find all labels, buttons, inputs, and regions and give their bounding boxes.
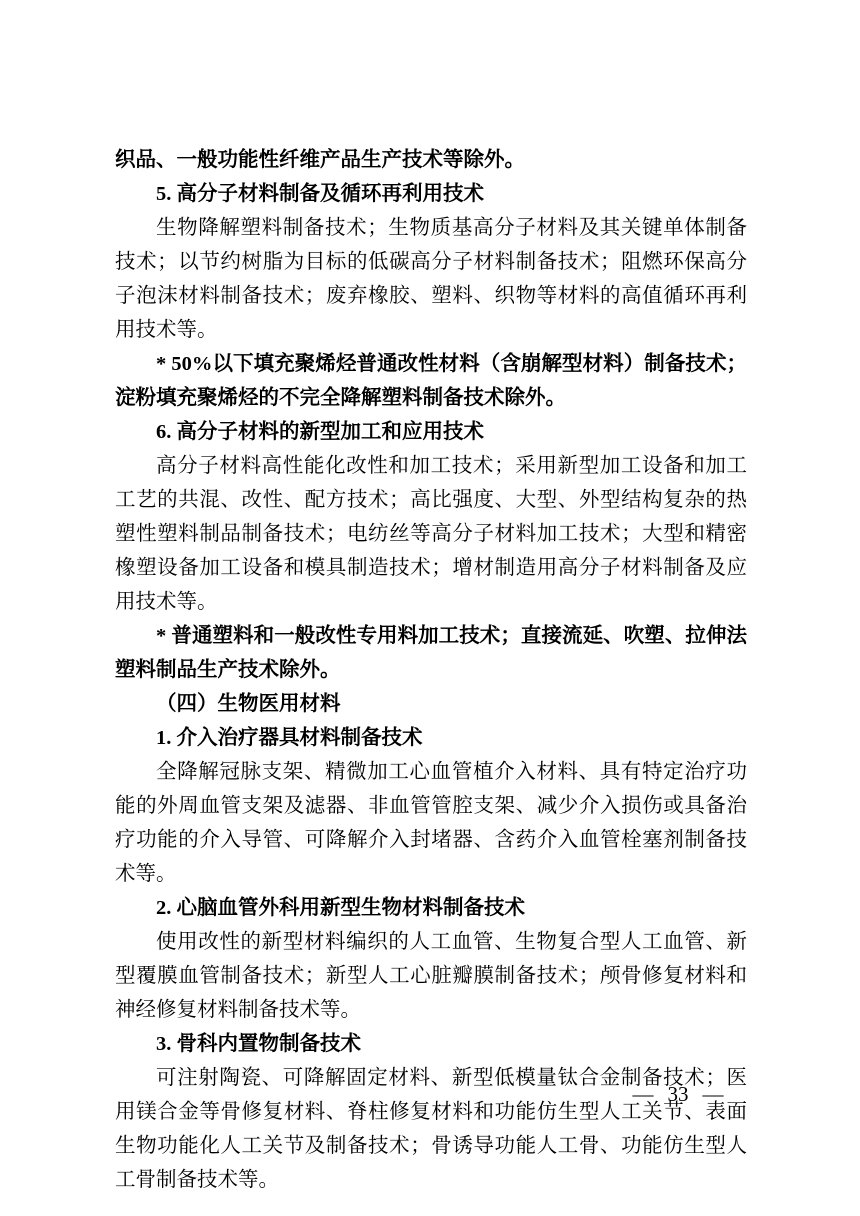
paragraph-polymer-processing: 高分子材料高性能化改性和加工技术；采用新型加工设备和加工工艺的共混、改性、配方技术；高比强度、大型、外型结构复杂的热塑性塑料制品制备技术；电纺丝等高分子材料加工技术；大型和精密橡塑设备加工设备和模具制造技术；增材制造用高分子材料制备及应用技术等。 xyxy=(115,455,747,613)
section-heading-ortho-3: 3. 骨科内置物制备技术 xyxy=(156,1033,361,1055)
paragraph-cardio-materials: 使用改性的新型材料编织的人工血管、生物复合型人工血管、新型覆膜血管制备技术；新型人工心脏瓣膜制备技术；颅骨修复材料和神经修复材料制备技术等。 xyxy=(115,931,747,1021)
section-heading-5: 5. 高分子材料制备及循环再利用技术 xyxy=(156,183,484,205)
paragraph-interventional-devices: 全降解冠脉支架、精微加工心血管植介入材料、具有特定治疗功能的外周血管支架及滤器、非血管管腔支架、减少介入损伤或具备治疗功能的介入导管、可降解介入封堵器、含药介入血管栓塞剂制备技术等。 xyxy=(115,761,747,885)
document-body xyxy=(115,143,747,1197)
paragraph-ortho-implants: 可注射陶瓷、可降解固定材料、新型低模量钛合金制备技术；医用镁合金等骨修复材料、脊柱修复材料和功能仿生型人工关节、表面生物功能化人工关节及制备技术；骨诱导功能人工骨、功能仿生型人工骨制备技术等。 xyxy=(115,1067,747,1191)
section-heading-6: 6. 高分子材料的新型加工和应用技术 xyxy=(156,421,484,443)
page-number-dash-right: — xyxy=(702,1082,724,1106)
page-footer xyxy=(0,1080,860,1108)
paragraph-polymer-preparation: 生物降解塑料制备技术；生物质基高分子材料及其关键单体制备技术；以节约树脂为目标的低碳高分子材料制备技术；阻燃环保高分子泡沫材料制备技术；废弃橡胶、塑料、织物等材料的高值循环再利用技术等。 xyxy=(115,217,747,341)
page-number-value: 33 xyxy=(667,1082,689,1106)
paragraph-exception-polyolefin: * 50%以下填充聚烯烃普通改性材料（含崩解型材料）制备技术；淀粉填充聚烯烃的不完全降解塑料制备技术除外。 xyxy=(115,353,747,409)
section-heading-interventional-1: 1. 介入治疗器具材料制备技术 xyxy=(156,727,423,749)
page-number xyxy=(619,1080,738,1108)
page-number-dash-left: — xyxy=(632,1082,654,1106)
paragraph-exception-plastics: * 普通塑料和一般改性专用料加工技术；直接流延、吹塑、拉伸法塑料制品生产技术除外。 xyxy=(115,625,747,681)
section-heading-biomedical: （四）生物医用材料 xyxy=(156,693,341,715)
section-heading-cardio-2: 2. 心脑血管外科用新型生物材料制备技术 xyxy=(156,897,525,919)
paragraph-continuation-exception: 织品、一般功能性纤维产品生产技术等除外。 xyxy=(115,149,525,171)
